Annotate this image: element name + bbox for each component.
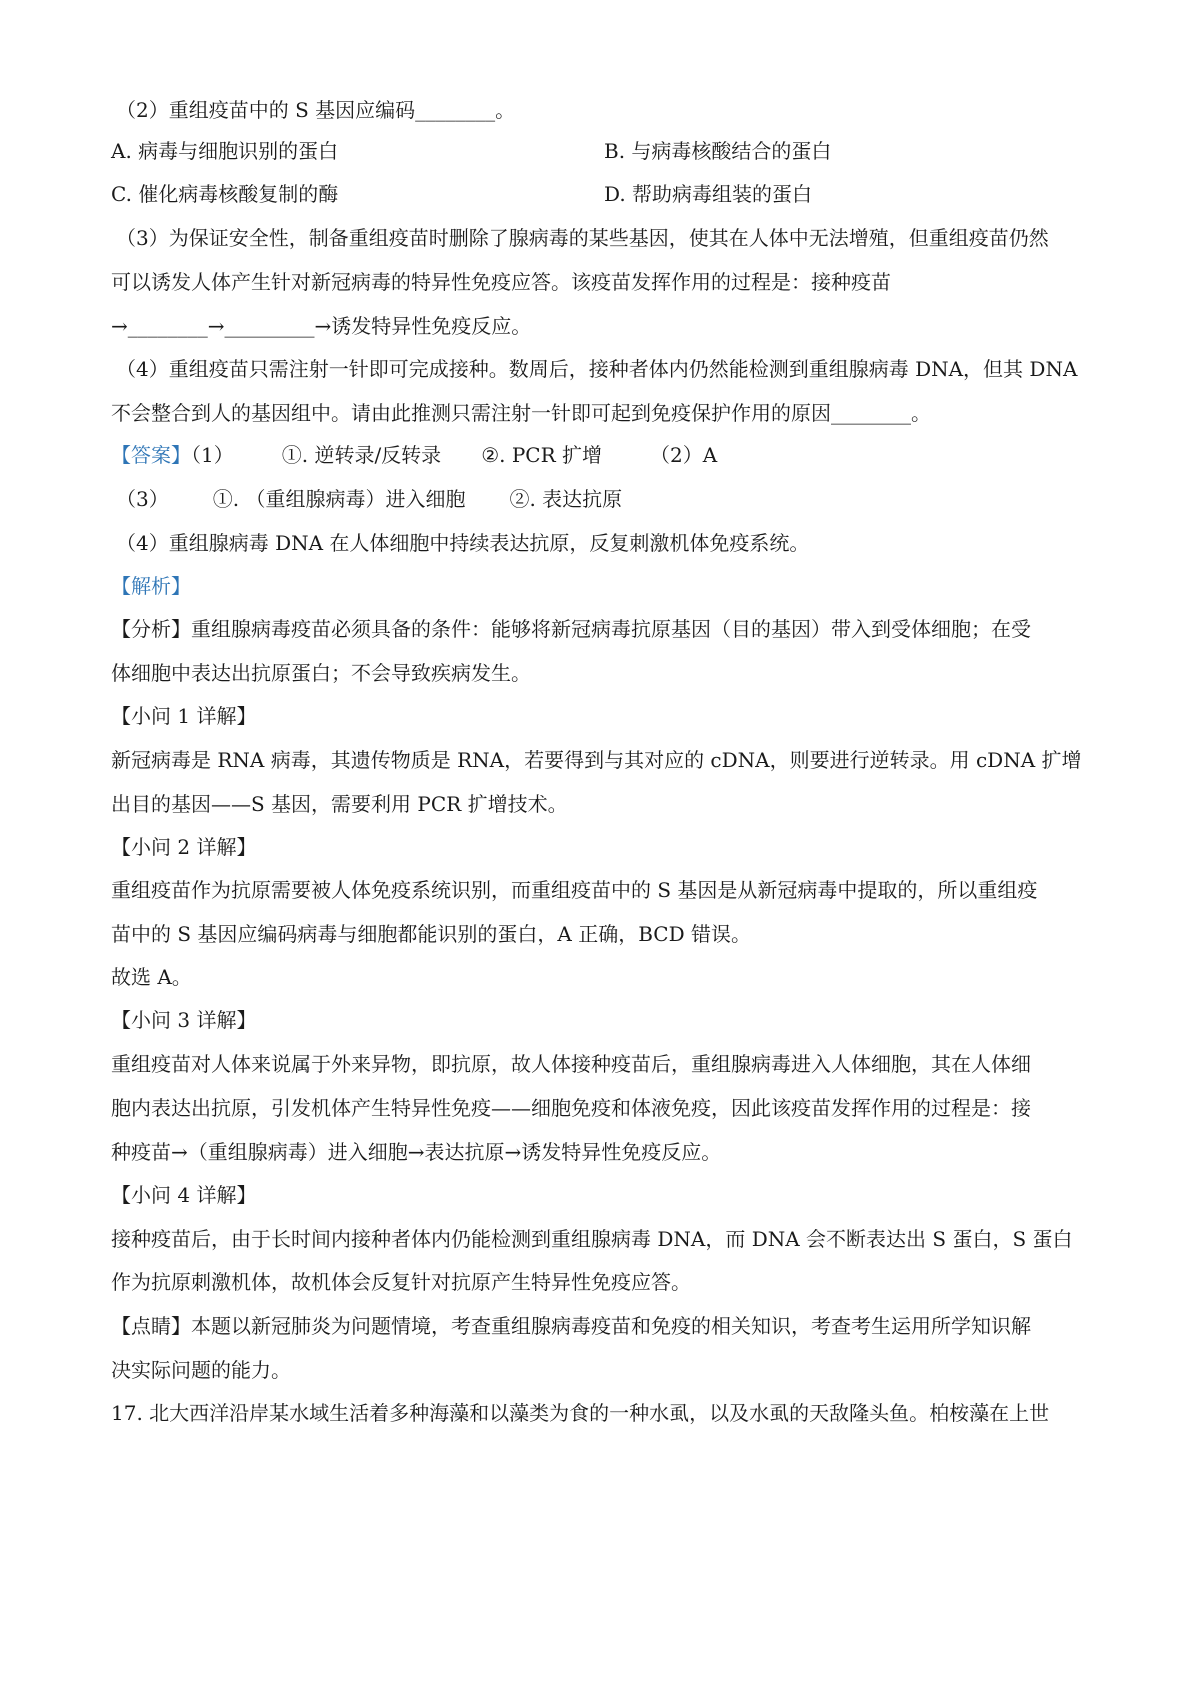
q3-line-1: （3）为保证安全性，制备重组疫苗时删除了腺病毒的某些基因，使其在人体中无法增殖，但重组疫苗仍然 (116, 226, 1049, 250)
sub-question-3-line-2: 胞内表达出抗原，引发机体产生特异性免疫——细胞免疫和体液免疫，因此该疫苗发挥作用的过程是：接 (111, 1096, 1031, 1120)
dianjing-line-2: 决实际问题的能力。 (111, 1358, 291, 1382)
q2-options-row-1 (111, 137, 1101, 165)
option-b: B. 与病毒核酸结合的蛋白 (604, 139, 832, 163)
dianjing-line-1: 【点睛】本题以新冠肺炎为问题情境，考查重组腺病毒疫苗和免疫的相关知识，考查考生运用所学知识解 (111, 1314, 1031, 1338)
analysis-fenxi-line-2: 体细胞中表达出抗原蛋白；不会导致疾病发生。 (111, 661, 531, 685)
option-a: A. 病毒与细胞识别的蛋白 (111, 139, 339, 163)
q3-line-2: 可以诱发人体产生针对新冠病毒的特异性免疫应答。该疫苗发挥作用的过程是：接种疫苗 (111, 270, 891, 294)
sub-question-3-line-1: 重组疫苗对人体来说属于外来异物，即抗原，故人体接种疫苗后，重组腺病毒进入人体细胞，其在人体细 (111, 1052, 1031, 1076)
option-c: C. 催化病毒核酸复制的酶 (111, 182, 339, 206)
option-d: D. 帮助病毒组装的蛋白 (604, 182, 813, 206)
q4-line-1: （4）重组疫苗只需注射一针即可完成接种。数周后，接种者体内仍然能检测到重组腺病毒 DNA，但其 DNA (116, 357, 1078, 381)
answer-1-part-2: ②. PCR 扩增 (481, 443, 603, 467)
sub-question-2-title: 【小问 2 详解】 (111, 835, 257, 859)
sub-question-3-line-3: 种疫苗→（重组腺病毒）进入细胞→表达抗原→诱发特异性免疫反应。 (111, 1140, 722, 1164)
question-17-line-1: 17. 北大西洋沿岸某水域生活着多种海藻和以藻类为食的一种水虱，以及水虱的天敌隆头鱼。柏桉藻在上世 (111, 1401, 1050, 1425)
analysis-label: 【解析】 (111, 574, 191, 598)
answer-3-part-1: ①. （重组腺病毒）进入细胞 (212, 487, 466, 511)
sub-question-2-line-2: 苗中的 S 基因应编码病毒与细胞都能识别的蛋白，A 正确，BCD 错误。 (111, 922, 751, 946)
answer-3-part-2: ②. 表达抗原 (509, 487, 623, 511)
answer-row-1 (111, 441, 1101, 469)
sub-question-2-line-3: 故选 A。 (111, 965, 192, 989)
sub-question-1-line-2: 出目的基因——S 基因，需要利用 PCR 扩增技术。 (111, 792, 568, 816)
sub-question-2-line-1: 重组疫苗作为抗原需要被人体免疫系统识别，而重组疫苗中的 S 基因是从新冠病毒中提取的，所以重组疫 (111, 878, 1038, 902)
sub-question-4-line-2: 作为抗原刺激机体，故机体会反复针对抗原产生特异性免疫应答。 (111, 1270, 691, 1294)
q3-line-3: →________→_________→诱发特异性免疫反应。 (111, 314, 532, 338)
answer-2: （2）A (650, 443, 718, 467)
answer-1-part-1: ①. 逆转录/反转录 (281, 443, 442, 467)
sub-question-4-title: 【小问 4 详解】 (111, 1183, 257, 1207)
q4-line-2: 不会整合到人的基因组中。请由此推测只需注射一针即可起到免疫保护作用的原因________。 (111, 401, 931, 425)
sub-question-4-line-1: 接种疫苗后，由于长时间内接种者体内仍能检测到重组腺病毒 DNA，而 DNA 会不断表达出 S 蛋白，S 蛋白 (111, 1227, 1073, 1251)
sub-question-1-title: 【小问 1 详解】 (111, 704, 257, 728)
answer-4: （4）重组腺病毒 DNA 在人体细胞中持续表达抗原，反复刺激机体免疫系统。 (116, 531, 810, 555)
sub-question-1-line-1: 新冠病毒是 RNA 病毒，其遗传物质是 RNA，若要得到与其对应的 cDNA，则要进行逆转录。用 cDNA 扩增 (111, 748, 1082, 772)
answer-1-number: （1） (191, 443, 234, 467)
sub-question-3-title: 【小问 3 详解】 (111, 1008, 257, 1032)
analysis-fenxi-line-1: 【分析】重组腺病毒疫苗必须具备的条件：能够将新冠病毒抗原基因（目的基因）带入到受体细胞；在受 (111, 617, 1031, 641)
q2-stem: （2）重组疫苗中的 S 基因应编码________。 (116, 98, 516, 122)
answer-3-number: （3） (116, 487, 169, 511)
answer-label: 【答案】 (111, 443, 191, 467)
q2-options-row-2 (111, 180, 1101, 208)
answer-row-2 (116, 485, 1106, 513)
